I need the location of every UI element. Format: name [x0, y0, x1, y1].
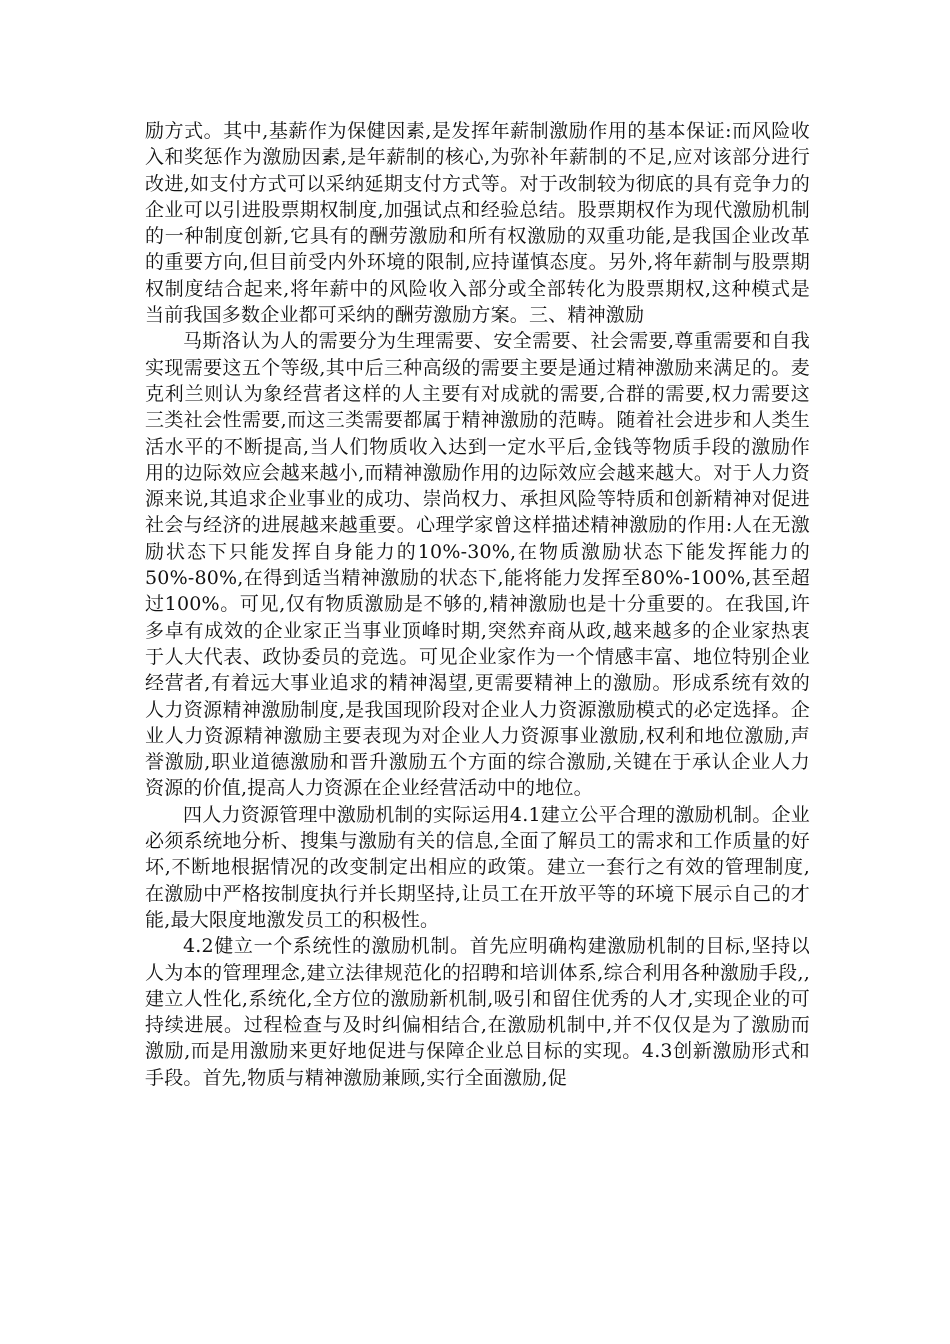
paragraph-systematic-mechanism: 4.2健立一个系统性的激励机制。首先应明确构建激励机制的目标,坚持以人为本的管理理念,建立法律规范化的招聘和培训体系,综合利用各种激励手段,,建立人性化,系统化,全方位的激励新机制,吸引和留住优秀的人才,实现企业的可持续进展。过程检查与及时纠偏相结合,在激励机制中,并不仅仅是为了激励而激励,而是用激励来更好地促进与保障企业总目标的实现。4.3创新激励形式和手段。首先,物质与精神激励兼顾,实行全面激励,促: [145, 935, 810, 1089]
paragraph-salary-incentive: 励方式。其中,基薪作为保健因素,是发挥年薪制激励作用的基本保证:而风险收入和奖惩作为激励因素,是年薪制的核心,为弥补年薪制的不足,应对该部分进行改进,如支付方式可以采纳延期支付方式等。对于改制较为彻底的具有竞争力的企业可以引进股票期权制度,加强试点和经验总结。股票期权作为现代激励机制的一种制度创新,它具有的酬劳激励和所有权激励的双重功能,是我国企业改革的重要方向,但目前受内外环境的限制,应持谨慎态度。另外,将年薪制与股票期权制度结合起来,将年薪中的风险收入部分或全部转化为股票期权,这种模式是当前我国多数企业都可采纳的酬劳激励方案。三、精神激励: [145, 120, 810, 327]
paragraph-fair-mechanism: 四人力资源管理中激励机制的实际运用4.1建立公平合理的激励机制。企业必须系统地分析、搜集与激励有关的信息,全面了解员工的需求和工作质量的好坏,不断地根据情况的改变制定出相应的政策。建立一套行之有效的管理制度,在激励中严格按制度执行并长期坚持,让员工在开放平等的环境下展示自己的才能,最大限度地激发员工的积极性。: [145, 803, 810, 931]
paragraph-spiritual-incentive: 马斯洛认为人的需要分为生理需要、安全需要、社会需要,尊重需要和自我实现需要这五个等级,其中后三种高级的需要主要是通过精神激励来满足的。麦克利兰则认为象经营者这样的人主要有对成就的需要,合群的需要,权力需要这三类社会性需要,而这三类需要都属于精神激励的范畴。随着社会进步和人类生活水平的不断提高,当人们物质收入达到一定水平后,金钱等物质手段的激励作用的边际效应会越来越小,而精神激励作用的边际效应会越来越大。对于人力资源来说,其追求企业事业的成功、崇尚权力、承担风险等特质和创新精神对促进社会与经济的进展越来越重要。心理学家曾这样描述精神激励的作用:人在无激励状态下只能发挥自身能力的10%-30%,在物质激励状态下能发挥能力的50%-80%,在得到适当精神激励的状态下,能将能力发挥至80%-100%,甚至超过100%。可见,仅有物质激励是不够的,精神激励也是十分重要的。在我国,许多卓有成效的企业家正当事业顶峰时期,突然弃商从政,越来越多的企业家热衷于人大代表、政协委员的竞选。可见企业家作为一个情感丰富、地位特别企业经营者,有着远大事业追求的精神渴望,更需要精神上的激励。形成系统有效的人力资源精神激励制度,是我国现阶段对企业人力资源激励模式的必定选择。企业人力资源精神激励主要表现为对企业人力资源事业激励,权利和地位激励,声誉激励,职业道德激励和晋升激励五个方面的综合激励,关键在于承认企业人力资源的价值,提高人力资源在企业经营活动中的地位。: [145, 330, 810, 800]
document-page: [145, 118, 810, 1091]
